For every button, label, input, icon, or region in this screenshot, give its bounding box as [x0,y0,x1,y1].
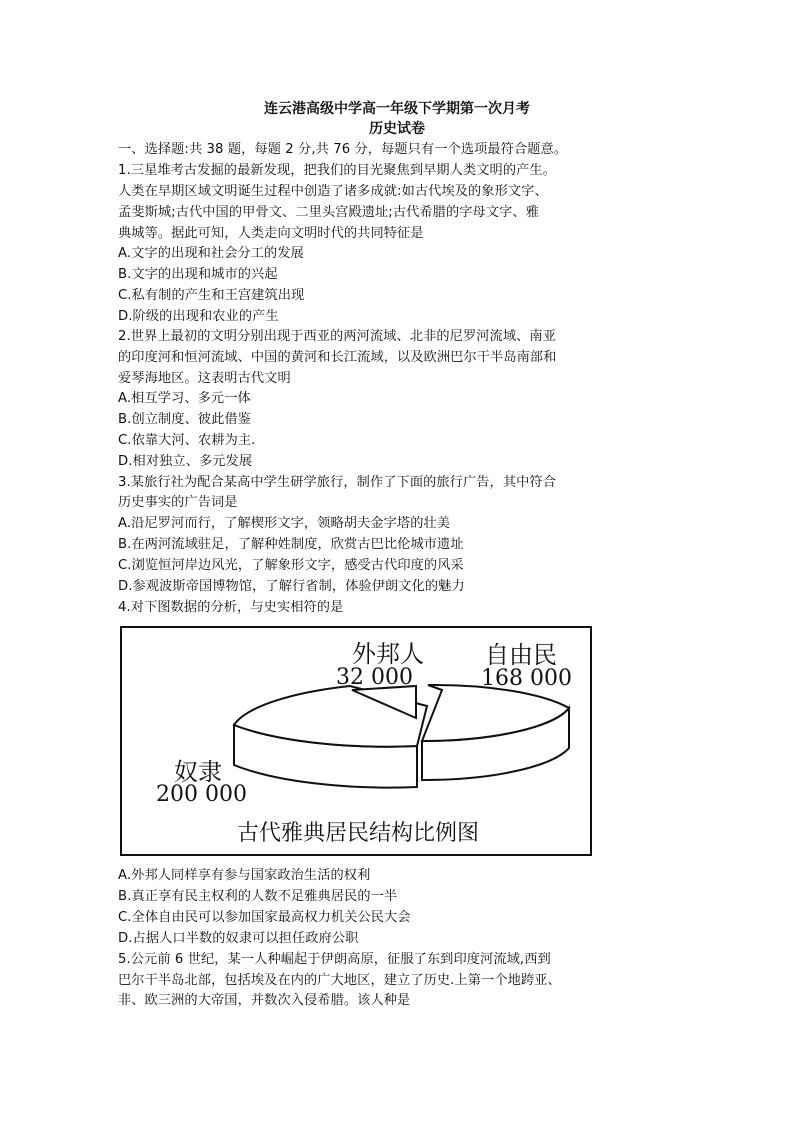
q3-option-a: A.沿尼罗河而行，了解楔形文字，领略胡夫金字塔的壮美 [118,516,451,531]
label-foreigners-name: 外邦人 [352,640,424,668]
q1-stem-line: 孟斐斯城;古代中国的甲骨文、二里头宫殿遗址;古代希腊的字母文字、雅 [118,205,539,220]
section-heading: 一、选择题:共 38 题，每题 2 分,共 76 分，每题只有一个选项最符合题意。 [118,142,568,157]
q4-option-a: A.外邦人同样享有参与国家政治生活的权利 [118,868,371,883]
q1-option-d: D.阶级的出现和农业的产生 [118,309,279,324]
q4-option-b: B.真正享有民主权利的人数不足雅典居民的一半 [118,889,398,904]
q3-option-d: D.参观波斯帝国博物馆，了解行省制，体验伊朗文化的魅力 [118,579,465,594]
label-foreigners-value: 32 000 [336,665,413,690]
pie-slice-citizens [422,685,569,780]
q5-stem-line: 5.公元前 6 世纪，某一人种崛起于伊朗高原，征服了东到印度河流域,西到 [118,952,551,967]
exam-title: 连云港高级中学高一年级下学期第一次月考 [264,101,530,117]
q2-option-a: A.相互学习、多元一体 [118,391,251,406]
q2-stem-line: 爱琴海地区。这表明古代文明 [118,371,291,386]
q3-option-b: B.在两河流域驻足，了解种姓制度，欣赏古巴比伦城市遗址 [118,537,464,552]
label-citizens-value: 168 000 [481,666,572,691]
q1-stem-line: 典城等。据此可知，人类走向文明时代的共同特征是 [118,226,424,241]
q1-option-a: A.文字的出现和社会分工的发展 [118,246,304,261]
q3-stem-line: 历史事实的广告词是 [118,495,238,510]
q5-stem-line: 非、欧三洲的大帝国，并数次入侵希腊。该人种是 [118,993,411,1008]
pie-chart-figure [120,626,592,856]
q1-stem-line: 人类在早期区域文明诞生过程中创造了诸多成就:如古代埃及的象形文字、 [118,184,548,199]
q2-stem-line: 的印度河和恒河流域、中国的黄河和长江流域，以及欧洲巴尔干半岛南部和 [118,350,557,365]
q2-option-c: C.依靠大河、农耕为主. [118,433,256,448]
q3-option-c: C.浏览恒河岸边风光，了解象形文字，感受古代印度的风采 [118,558,464,573]
q4-option-c: C.全体自由民可以参加国家最高权力机关公民大会 [118,910,411,925]
label-slaves-name: 奴隶 [174,758,222,786]
pie-chart-svg [122,628,594,858]
q4-stem-line: 4.对下图数据的分析，与史实相符的是 [118,600,344,615]
q1-stem-line: 1.三星堆考古发掘的最新发现，把我们的目光聚焦到早期人类文明的产生。 [118,163,556,178]
q3-stem-line: 3.某旅行社为配合某高中学生研学旅行，制作了下面的旅行广告，其中符合 [118,475,556,490]
q2-option-b: B.创立制度、彼此借鉴 [118,412,252,427]
q1-option-b: B.文字的出现和城市的兴起 [118,267,278,282]
q4-option-d: D.占据人口半数的奴隶可以担任政府公职 [118,931,359,946]
exam-subtitle: 历史试卷 [369,121,425,137]
q2-stem-line: 2.世界上最初的文明分别出现于西亚的两河流域、北非的尼罗河流域、南亚 [118,329,556,344]
q5-stem-line: 巴尔干半岛北部，包括埃及在内的广大地区，建立了历史.上第一个地跨亚、 [118,973,561,988]
q2-option-d: D.相对独立、多元发展 [118,454,253,469]
label-slaves-value: 200 000 [156,782,247,807]
chart-title: 古代雅典居民结构比例图 [236,821,480,846]
label-citizens-name: 自由民 [485,641,557,669]
q1-option-c: C.私有制的产生和王宫建筑出现 [118,288,305,303]
